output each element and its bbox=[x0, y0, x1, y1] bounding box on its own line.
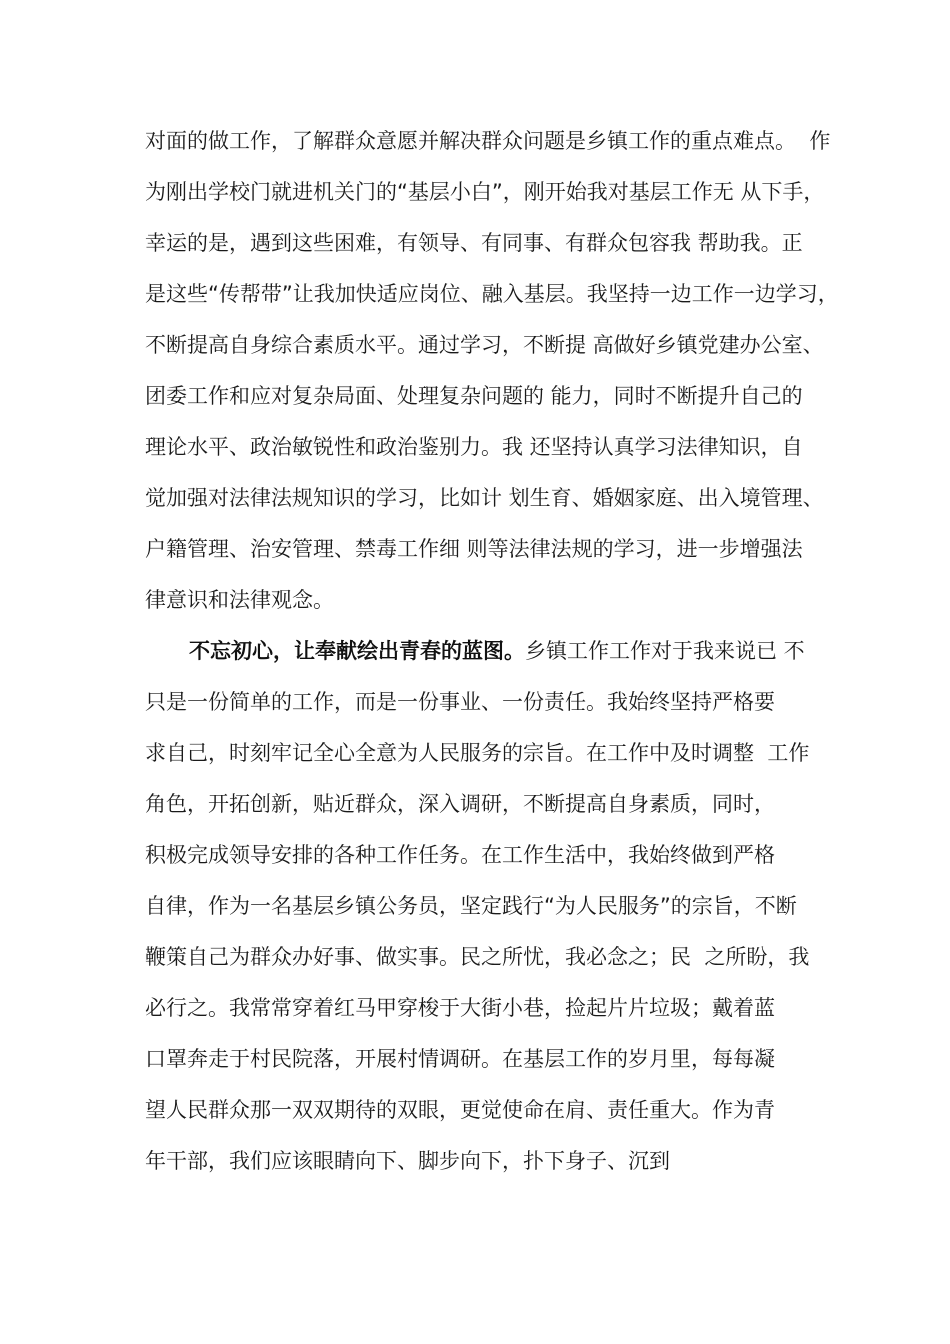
text-line: 年干部，我们应该眼睛向下、脚步向下，扑下身子、沉到 bbox=[145, 1149, 670, 1173]
text-line: 对面的做工作，了解群众意愿并解决群众问题是乡镇工作的重点难点。 作 bbox=[145, 129, 831, 153]
paragraph-heading: 不忘初心，让奉献绘出青春的蓝图。 bbox=[189, 639, 525, 663]
text-line: 口罩奔走于村民院落，开展村情调研。在基层工作的岁月里，每每凝 bbox=[145, 1047, 775, 1071]
text-line: 为刚出学校门就进机关门的“基层小白”，刚开始我对基层工作无 从下手， bbox=[145, 180, 825, 204]
text-line: 是这些“传帮带”让我加快适应岗位、融入基层。我坚持一边工作一边学习， bbox=[145, 282, 839, 306]
text-line: 只是一份简单的工作，而是一份事业、一份责任。我始终坚持严格要 bbox=[145, 690, 775, 714]
text-line: 望人民群众那一双双期待的双眼，更觉使命在肩、责任重大。作为青 bbox=[145, 1098, 775, 1122]
paragraph-first-line bbox=[189, 636, 805, 666]
text-line: 角色，开拓创新，贴近群众，深入调研，不断提高自身素质，同时， bbox=[145, 792, 775, 816]
text-line: 鞭策自己为群众办好事、做实事。民之所忧，我必念之；民 之所盼，我 bbox=[145, 945, 810, 969]
text-line: 不断提高自身综合素质水平。通过学习，不断提 高做好乡镇党建办公室、 bbox=[145, 333, 824, 357]
text-line: 团委工作和应对复杂局面、处理复杂问题的 能力，同时不断提升自己的 bbox=[145, 384, 803, 408]
text-line: 理论水平、政治敏锐性和政治鉴别力。我 还坚持认真学习法律知识，自 bbox=[145, 435, 803, 459]
text-line: 求自己，时刻牢记全心全意为人民服务的宗旨。在工作中及时调整 工作 bbox=[145, 741, 810, 765]
text-line: 户籍管理、治安管理、禁毒工作细 则等法律法规的学习，进一步增强法 bbox=[145, 537, 803, 561]
text-line: 必行之。我常常穿着红马甲穿梭于大街小巷，捡起片片垃圾；戴着蓝 bbox=[145, 996, 775, 1020]
text-line: 自律，作为一名基层乡镇公务员，坚定践行“为人民服务”的宗旨，不断 bbox=[145, 894, 797, 918]
text-line: 律意识和法律观念。 bbox=[145, 588, 334, 612]
text-line: 幸运的是，遇到这些困难，有领导、有同事、有群众包容我 帮助我。正 bbox=[145, 231, 803, 255]
paragraph-first-line-text: 乡镇工作工作对于我来说已 不 bbox=[525, 639, 805, 663]
text-line: 积极完成领导安排的各种工作任务。在工作生活中，我始终做到严格 bbox=[145, 843, 775, 867]
text-line: 觉加强对法律法规知识的学习，比如计 划生育、婚姻家庭、出入境管理、 bbox=[145, 486, 824, 510]
